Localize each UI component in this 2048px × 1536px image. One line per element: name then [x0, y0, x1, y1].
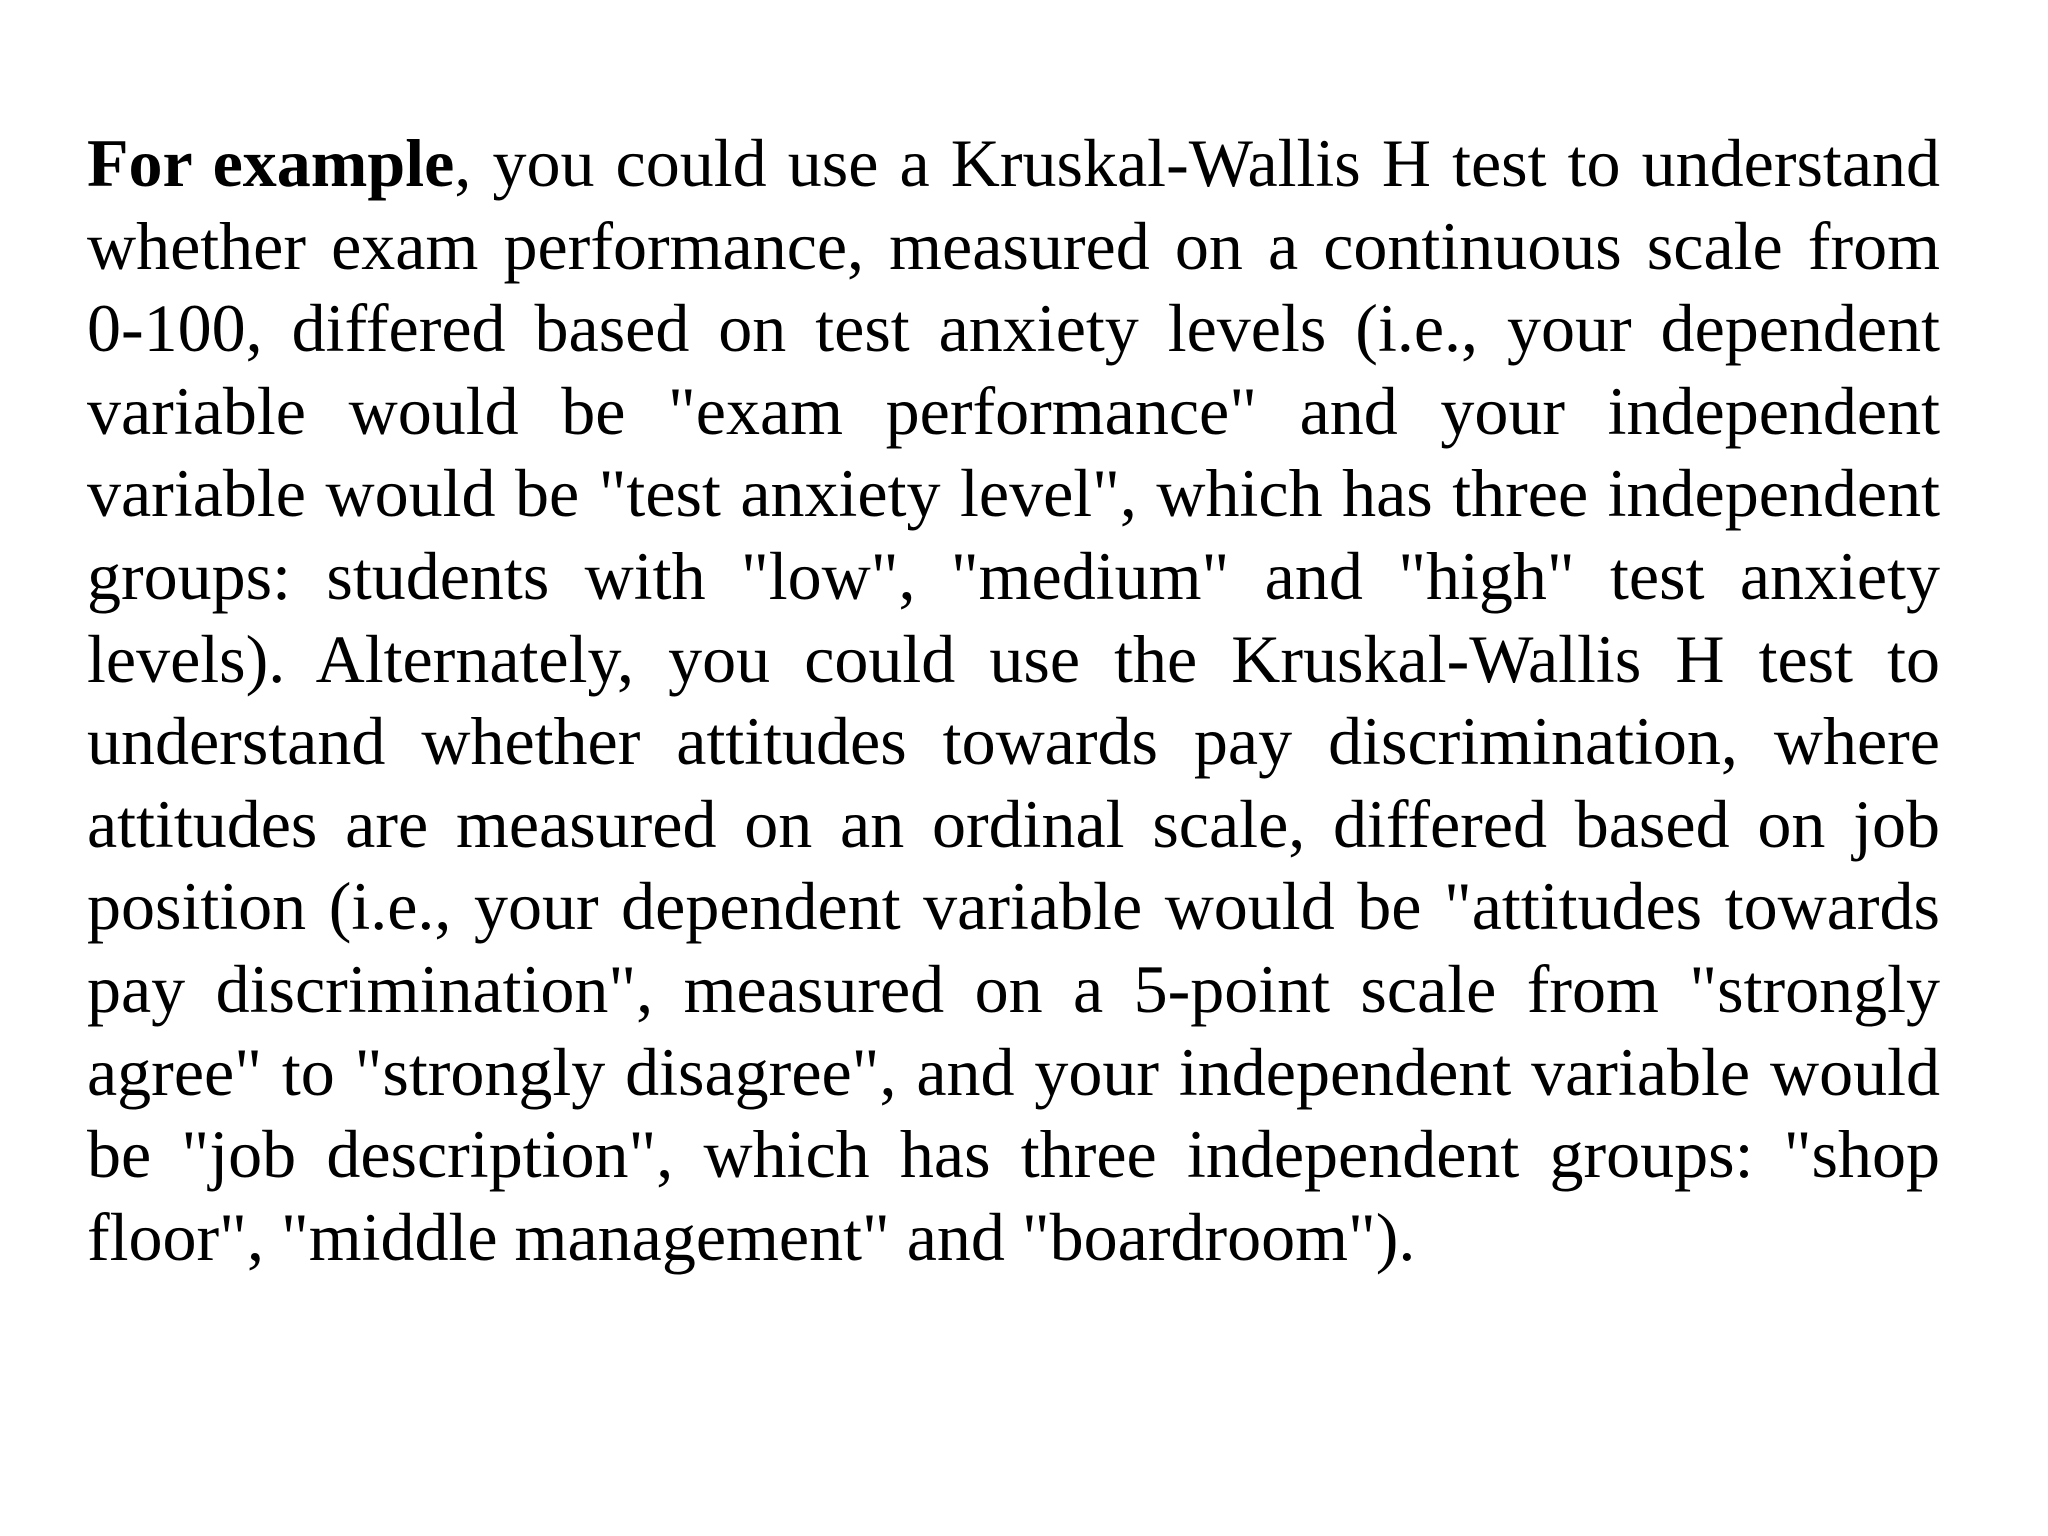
paragraph-lead: For example	[87, 125, 455, 201]
paragraph-body: , you could use a Kruskal-Wallis H test to understand whether exam performance, measured on a continuous scale from 0-100, differed based on test anxiety levels (i.e., your dependent variable would be "exam performance" and your independent variable would be "test anxiety level", which has three independent groups: students with "low", "medium" and "high" test anxiety levels). Alternately, you could use the Kruskal-Wallis H test to understand whether attitudes towards pay discrimination, where attitudes are measured on an ordinal scale, differed based on job position (i.e., your dependent variable would be "attitudes towards pay discrimination", measured on a 5-point scale from "strongly agree" to "strongly disagree", and your independent variable would be "job description", which has three independent groups: "shop floor", "middle management" and "boardroom").	[87, 125, 1940, 1275]
example-paragraph	[87, 122, 1940, 1278]
